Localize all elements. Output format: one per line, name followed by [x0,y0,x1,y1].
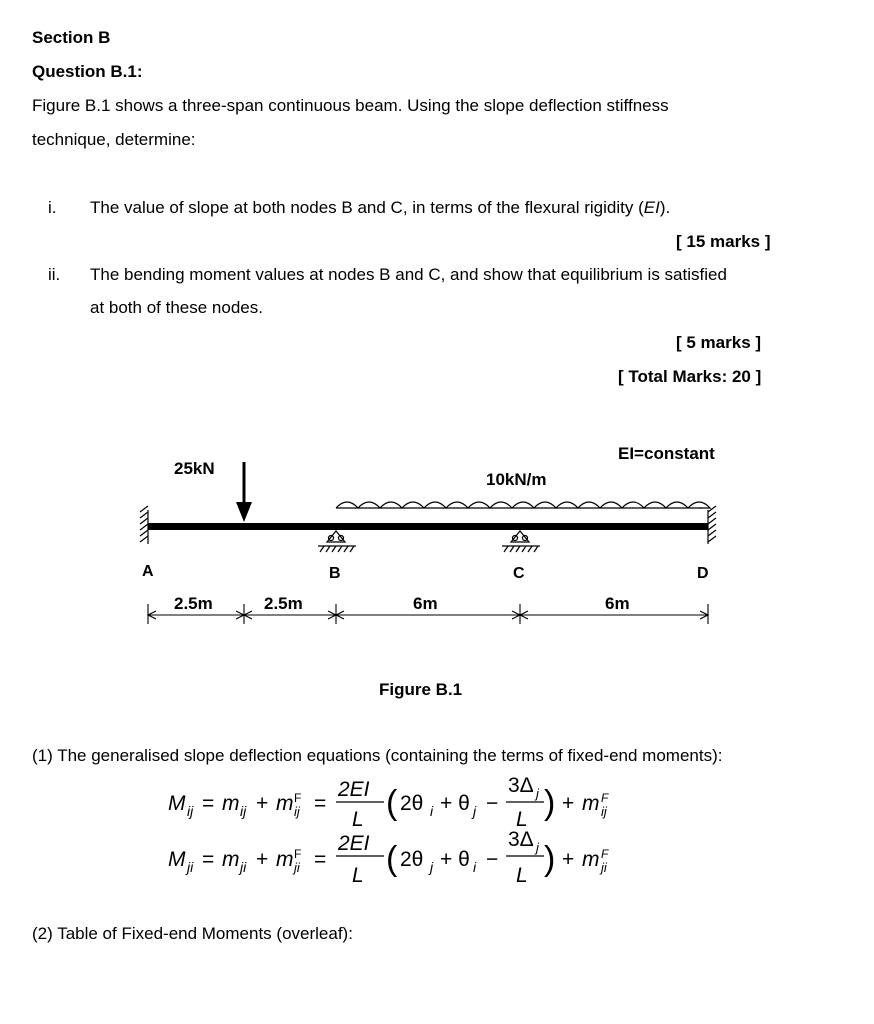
svg-text:ji: ji [601,860,607,875]
dim-4-label: 6m [605,594,630,613]
node-d-label: D [697,565,709,582]
slope-deflection-equations [160,766,720,896]
fixed-support-a [140,506,148,544]
svg-text:m: m [582,792,600,815]
svg-text:=: = [202,792,215,815]
svg-text:=: = [202,848,215,871]
svg-text:i: i [430,803,434,819]
svg-text:ji: ji [187,859,194,875]
svg-text:+: + [256,792,269,815]
svg-text:F: F [601,791,609,805]
dim-1-label: 2.5m [174,594,213,613]
svg-text:): ) [544,784,556,822]
intro-line-1: Figure B.1 shows a three-span continuous beam. Using the slope deflection stiffness [32,96,669,115]
svg-text:−: − [486,848,499,871]
node-a-label: A [142,563,154,580]
roller-support-c [502,531,540,552]
node-b-label: B [329,565,341,582]
svg-text:F: F [601,847,609,861]
svg-text:+: + [562,792,575,815]
svg-text:m: m [582,848,600,871]
svg-text:F: F [294,791,302,805]
svg-text:ij: ij [294,804,300,819]
svg-text:ij: ij [240,803,247,819]
svg-text:m: m [222,848,240,871]
svg-text:ji: ji [294,860,300,875]
svg-text:3Δ: 3Δ [508,774,534,797]
svg-text:M: M [168,792,186,815]
intro-line-2: technique, determine: [32,130,196,149]
svg-text:L: L [352,808,364,831]
section-title: Section B [32,28,111,47]
svg-text:j: j [430,859,434,875]
svg-text:F: F [294,847,302,861]
svg-text:2EI: 2EI [338,778,370,801]
svg-text:ij: ij [601,804,607,819]
svg-text:−: − [486,792,499,815]
point-load-label: 25kN [174,459,215,478]
svg-text:j: j [473,803,477,819]
svg-text:L: L [352,864,364,887]
svg-text:+ θ: + θ [440,848,470,871]
svg-text:2θ: 2θ [400,792,424,815]
svg-text:(: ( [386,784,398,822]
svg-text:i: i [473,859,477,875]
svg-text:m: m [276,848,294,871]
equation-intro: (1) The generalised slope deflection equations (containing the terms of fixed-end moments): [32,746,723,765]
node-c-label: C [513,565,525,582]
svg-text:2EI: 2EI [338,832,370,855]
svg-text:+ θ: + θ [440,792,470,815]
svg-text:j: j [536,786,539,801]
point-load-arrow [236,462,252,522]
svg-text:3Δ: 3Δ [508,828,534,851]
ei-label: EI=constant [618,444,715,463]
svg-text:M: M [168,848,186,871]
item-i-marks: [ 15 marks ] [676,232,771,251]
dim-3-label: 6m [413,594,438,613]
svg-text:(: ( [386,840,398,878]
svg-text:): ) [544,840,556,878]
svg-text:j: j [536,840,539,855]
item-ii-marks: [ 5 marks ] [676,333,762,352]
dim-2-label: 2.5m [264,594,303,613]
item-i-number: i. [48,198,57,217]
total-marks: [ Total Marks: 20 ] [618,367,762,386]
svg-text:+: + [256,848,269,871]
svg-text:m: m [222,792,240,815]
item-i-text: The value of slope at both nodes B and C, in terms of the flexural rigidity (EI). [90,198,671,217]
svg-text:=: = [314,848,327,871]
svg-text:ji: ji [240,859,247,875]
svg-text:L: L [516,808,528,831]
svg-text:m: m [276,792,294,815]
udl-load [336,502,710,508]
table-note: (2) Table of Fixed-end Moments (overleaf): [32,924,353,943]
item-ii-line-2: at both of these nodes. [90,298,263,317]
item-ii-line-1: The bending moment values at nodes B and C, and show that equilibrium is satisfied [90,265,727,284]
figure-caption: Figure B.1 [379,680,463,699]
roller-support-b [318,531,356,552]
svg-text:L: L [516,864,528,887]
udl-label: 10kN/m [486,470,547,489]
svg-text:+: + [562,848,575,871]
item-ii-number: ii. [48,265,61,284]
beam [148,523,708,530]
fixed-support-d [708,506,716,544]
question-title: Question B.1: [32,62,143,81]
svg-text:2θ: 2θ [400,848,424,871]
svg-text:=: = [314,792,327,815]
svg-text:ij: ij [187,803,194,819]
